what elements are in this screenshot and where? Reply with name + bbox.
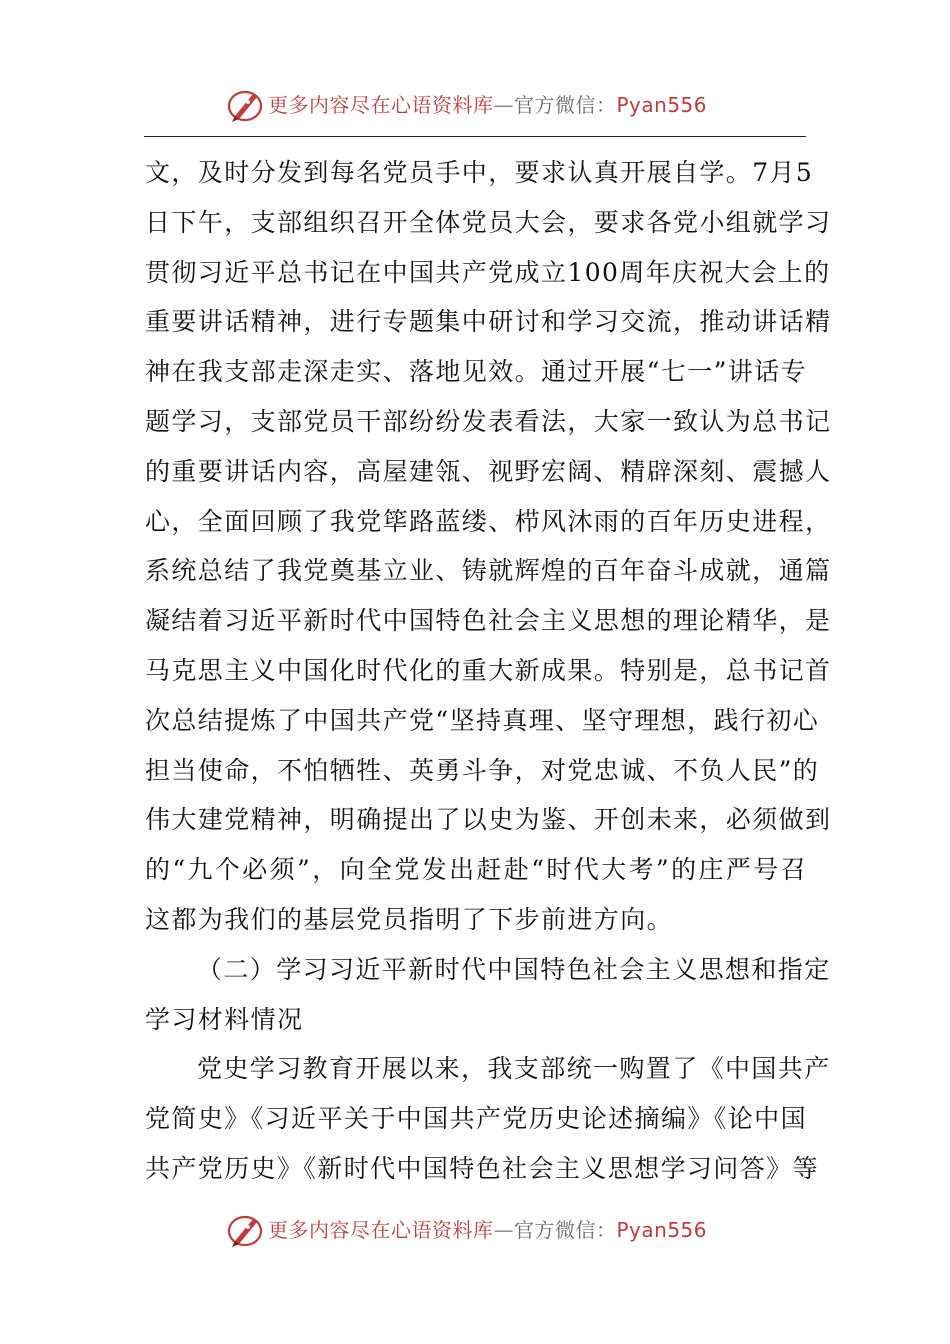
- watermark-brand: 更多内容尽在心语资料库: [268, 93, 494, 117]
- watermark-label: 官方微信：: [514, 1218, 617, 1242]
- watermark-text: [268, 1217, 707, 1243]
- paragraph-line: 党史学习教育开展以来，我支部统一购置了《中国共产: [197, 1054, 831, 1084]
- section-heading: （二）学习习近平新时代中国特色社会主义思想和指定: [197, 954, 831, 984]
- paragraph-line: 党简史》《习近平关于中国共产党历史论述摘编》《论中国: [145, 1104, 807, 1134]
- watermark-brand: 更多内容尽在心语资料库: [268, 1218, 494, 1242]
- footer-watermark: [0, 1209, 950, 1251]
- section-heading: 学习材料情况: [145, 1004, 304, 1034]
- paragraph-line: 担当使命，不怕牺牲、英勇斗争，对党忠诚、不负人民”的: [145, 755, 820, 785]
- paragraph-line: 的重要讲话内容，高屋建瓴、视野宏阔、精辟深刻、震撼人: [145, 456, 832, 486]
- pen-logo-icon: [226, 1211, 266, 1249]
- paragraph-line: 贯彻习近平总书记在中国共产党成立100周年庆祝大会上的: [145, 257, 831, 287]
- paragraph-line: 日下午，支部组织召开全体党员大会，要求各党小组就学习: [145, 207, 832, 237]
- header-rule: [144, 136, 806, 137]
- paragraph-line: 重要讲话精神，进行专题集中研讨和学习交流，推动讲话精: [145, 307, 832, 337]
- paragraph-line: 文，及时分发到每名党员手中，要求认真开展自学。7月5: [145, 158, 814, 187]
- header-watermark: [0, 84, 950, 126]
- pen-logo-icon: [226, 86, 266, 124]
- paragraph-line: 题学习，支部党员干部纷纷发表看法，大家一致认为总书记: [145, 406, 832, 436]
- watermark-dash: —: [493, 93, 514, 117]
- watermark-id: Pyan556: [616, 1218, 708, 1242]
- paragraph-line: 伟大建党精神，明确提出了以史为鉴、开创未来，必须做到: [145, 805, 832, 835]
- paragraph-line: 这都为我们的基层党员指明了下步前进方向。: [145, 904, 674, 934]
- document-body: [145, 148, 832, 1194]
- watermark-text: [268, 92, 707, 118]
- paragraph-line: 次总结提炼了中国共产党“坚持真理、坚守理想，践行初心: [145, 705, 820, 735]
- paragraph-line: 心，全面回顾了我党筚路蓝缕、栉风沐雨的百年历史进程，: [145, 506, 832, 536]
- watermark-dash: —: [493, 1218, 514, 1242]
- paragraph-line: 凝结着习近平新时代中国特色社会主义思想的理论精华，是: [145, 606, 832, 636]
- paragraph-line: 共产党历史》《新时代中国特色社会主义思想学习问答》等: [145, 1153, 819, 1183]
- paragraph-line: 系统总结了我党奠基立业、铸就辉煌的百年奋斗成就，通篇: [145, 556, 832, 586]
- paragraph-line: 神在我支部走深走实、落地见效。通过开展“七一”讲话专: [145, 357, 807, 387]
- watermark-label: 官方微信：: [514, 93, 617, 117]
- paragraph-line: 马克思主义中国化时代化的重大新成果。特别是，总书记首: [145, 655, 832, 685]
- watermark-id: Pyan556: [616, 93, 708, 117]
- paragraph-line: 的“九个必须”，向全党发出赶赴“时代大考”的庄严号召: [145, 855, 807, 885]
